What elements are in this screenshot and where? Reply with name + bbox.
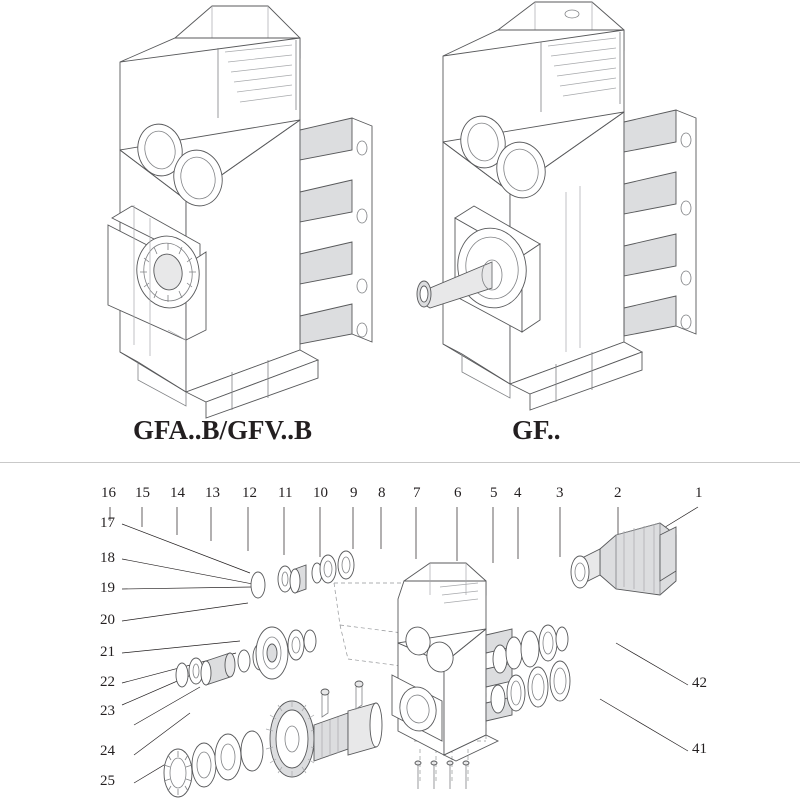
- callout-20: 20: [100, 612, 115, 628]
- callout-21: 21: [100, 644, 115, 660]
- callout-9: 9: [350, 485, 358, 501]
- callout-3: 3: [556, 485, 564, 501]
- small-parts-row: [251, 551, 354, 598]
- gearbox-right-drawing: [417, 2, 696, 410]
- motor-adapter-part: [571, 523, 676, 595]
- callout-7: 7: [413, 485, 421, 501]
- shaft-gear-parts: [176, 627, 316, 687]
- callout-11: 11: [278, 485, 293, 501]
- callout-6: 6: [454, 485, 462, 501]
- callout-12: 12: [242, 485, 257, 501]
- caption-gf: GF..: [512, 415, 561, 445]
- callout-10: 10: [313, 485, 328, 501]
- callout-41: 41: [692, 741, 707, 757]
- callout-25: 25: [100, 773, 115, 789]
- callout-15: 15: [135, 485, 150, 501]
- callout-14: 14: [170, 485, 185, 501]
- caption-gfab-gfvb: GFA..B/GFV..B: [133, 415, 313, 445]
- exploded-view: [0, 463, 800, 800]
- callout-1: 1: [695, 485, 703, 501]
- callout-8: 8: [378, 485, 386, 501]
- callout-42: 42: [692, 675, 707, 691]
- exploded-view-svg: [0, 463, 800, 800]
- callout-24: 24: [100, 743, 115, 759]
- output-gear-assembly: [164, 681, 382, 797]
- callout-17: 17: [100, 515, 115, 531]
- callout-23: 23: [100, 703, 115, 719]
- callout-5: 5: [490, 485, 498, 501]
- gearbox-left-drawing: [108, 6, 372, 418]
- callout-13: 13: [205, 485, 220, 501]
- callout-19: 19: [100, 580, 115, 596]
- callout-16: 16: [101, 485, 116, 501]
- callout-4: 4: [514, 485, 522, 501]
- right-leader-lines: [600, 643, 688, 751]
- callout-18: 18: [100, 550, 115, 566]
- callout-2: 2: [614, 485, 622, 501]
- callout-22: 22: [100, 674, 115, 690]
- fastener-parts: [415, 761, 469, 789]
